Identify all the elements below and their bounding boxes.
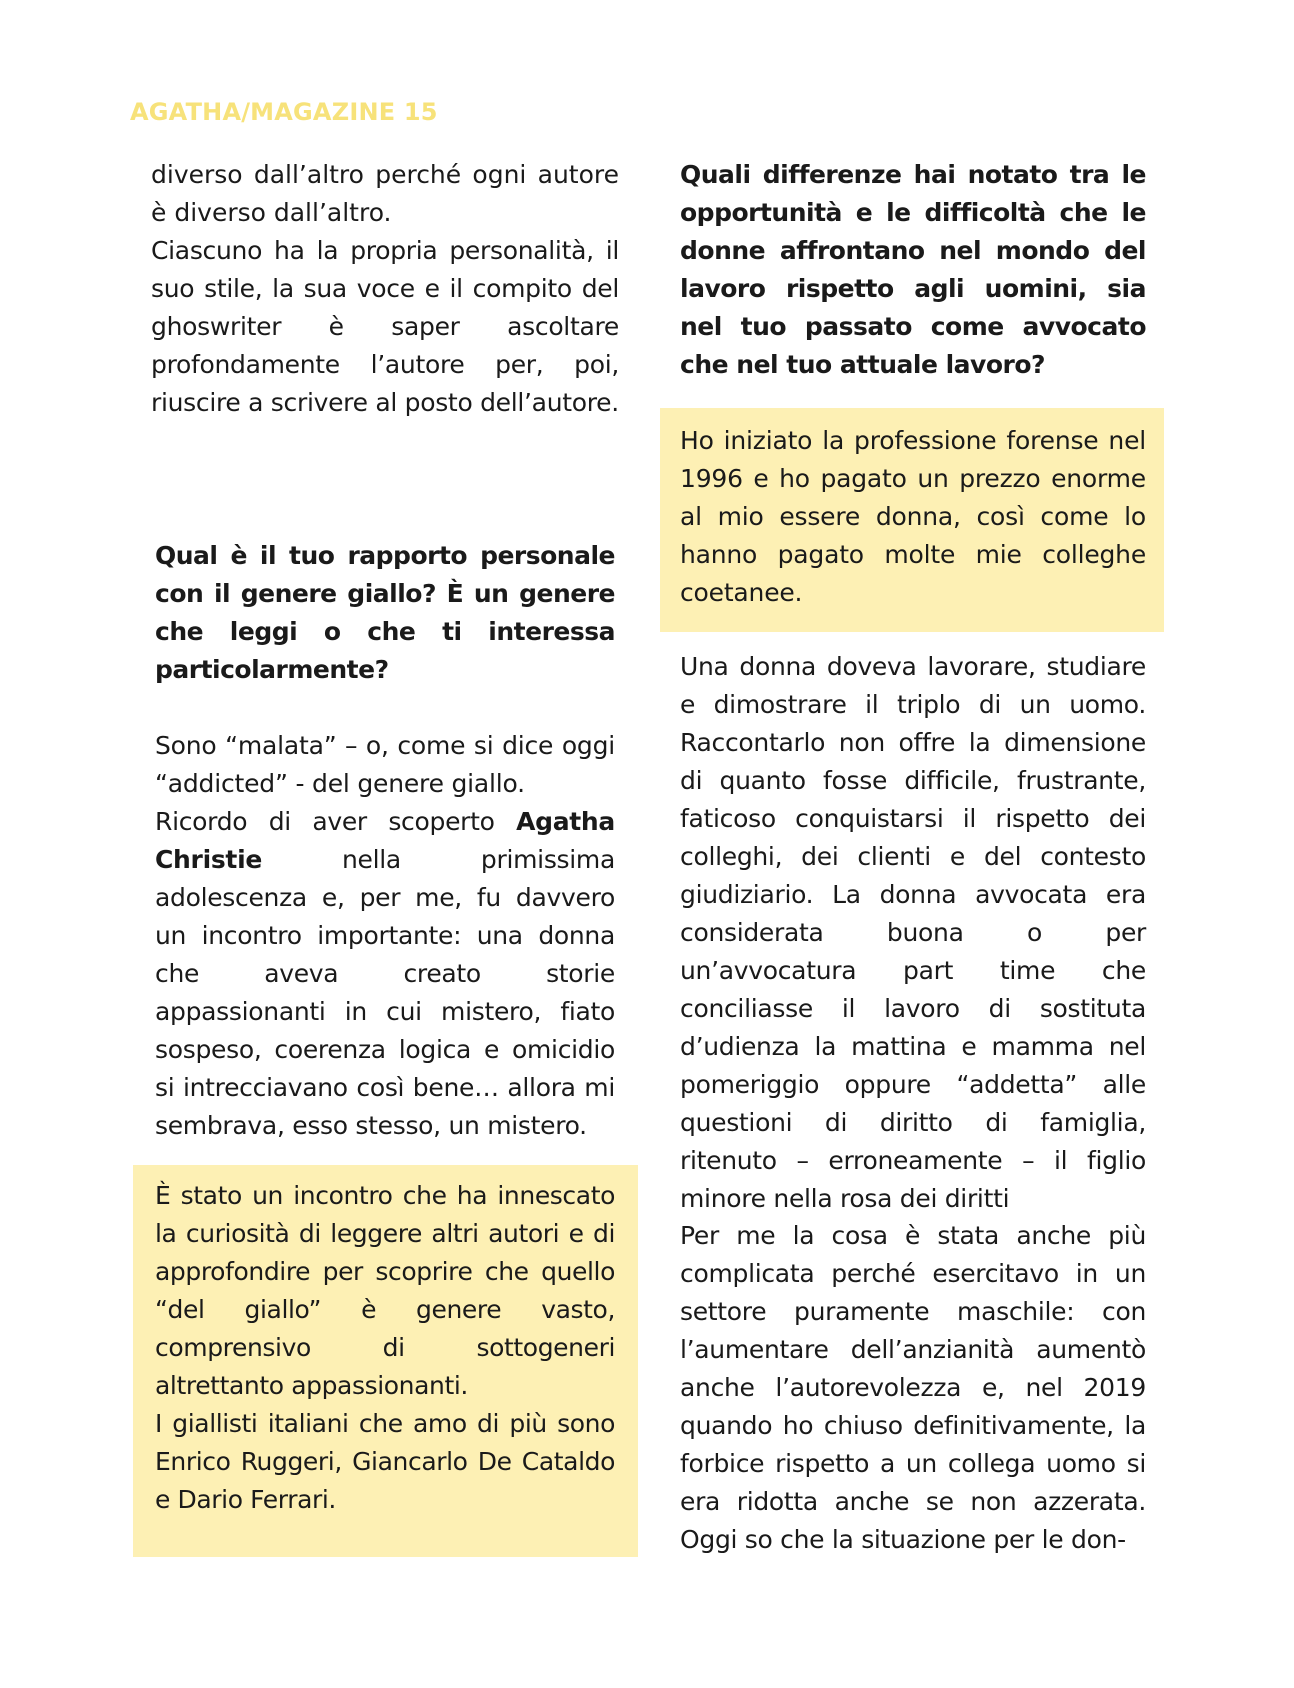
- answer-2-before: Ricordo di aver scoperto: [155, 807, 517, 836]
- right-paragraph-1: Una donna doveva lavorare, studiare e dimostrare il triplo di un uomo. Raccontarlo non offre la dimensione di quanto fosse difficile, frustrante, faticoso conquistarsi il rispetto dei colleghi, dei clienti e del contesto giudiziario. La donna avvocata era considerata buona o per un’avvocatura part time che conciliasse il lavoro di sostituta d’udienza la mattina e mamma nel pomeriggio oppure “addetta” alle questioni di diritto di famiglia, ritenuto – erroneamente – il figlio minore nella rosa dei diritti: [680, 652, 1146, 1213]
- left-highlight-text-2: I giallisti italiani che amo di più sono Enrico Ruggeri, Giancarlo De Cataldo e Dario Ferrari.: [155, 1409, 615, 1514]
- left-highlight-text-1: È stato un incontro che ha innescato la curiosità di leggere altri autori e di approfondire per scoprire che quello “del giallo” è genere vasto, comprensivo di sottogeneri altrettanto appassionanti.: [155, 1181, 615, 1400]
- left-continuation: diverso dall’altro perché ogni autore è diverso dall’altro.: [151, 160, 619, 227]
- left-answer-2: [155, 803, 615, 1145]
- right-highlight-text: Ho iniziato la professione forense nel 1996 e ho pagato un prezzo enorme al mio essere donna, così come lo hanno pagato molte mie colleghe coetanee.: [680, 426, 1146, 607]
- right-question: Quali differenze hai notato tra le opportunità e le difficoltà che le donne affrontano nel mondo del lavoro rispetto agli uomini, sia nel tuo passato come avvocato che nel tuo attuale lavoro?: [680, 160, 1146, 379]
- left-answer-1: Sono “malata” – o, come si dice oggi “addicted” - del genere giallo.: [155, 731, 615, 798]
- agatha-christie-name: Agatha Christie: [155, 807, 615, 874]
- left-paragraph: Ciascuno ha la propria personalità, il suo stile, la sua voce e il compito del ghoswriter è saper ascoltare profondamente l’autore per, poi, riuscire a scrivere al posto dell’autore.: [151, 236, 619, 417]
- right-paragraph-2: Per me la cosa è stata anche più complicata perché esercitavo in un settore puramente maschile: con l’aumentare dell’anzianità aumentò anche l’autorevolezza e, nel 2019 quando ho chiuso definitivamente, la forbice rispetto a un collega uomo si era ridotta anche se non azzerata. Oggi so che la situazione per le don-: [680, 1221, 1146, 1554]
- running-header: AGATHA/MAGAZINE 15: [130, 98, 438, 126]
- left-question: Qual è il tuo rapporto personale con il genere giallo? È un genere che leggi o che ti interessa particolarmente?: [155, 541, 615, 684]
- answer-2-after: nella primissima adolescenza e, per me, fu davvero un incontro importante: una donna che aveva creato storie appassionanti in cui mistero, fiato sospeso, coerenza logica e omicidio si intrecciavano così bene… allora mi sembrava, esso stesso, un mistero.: [155, 845, 615, 1140]
